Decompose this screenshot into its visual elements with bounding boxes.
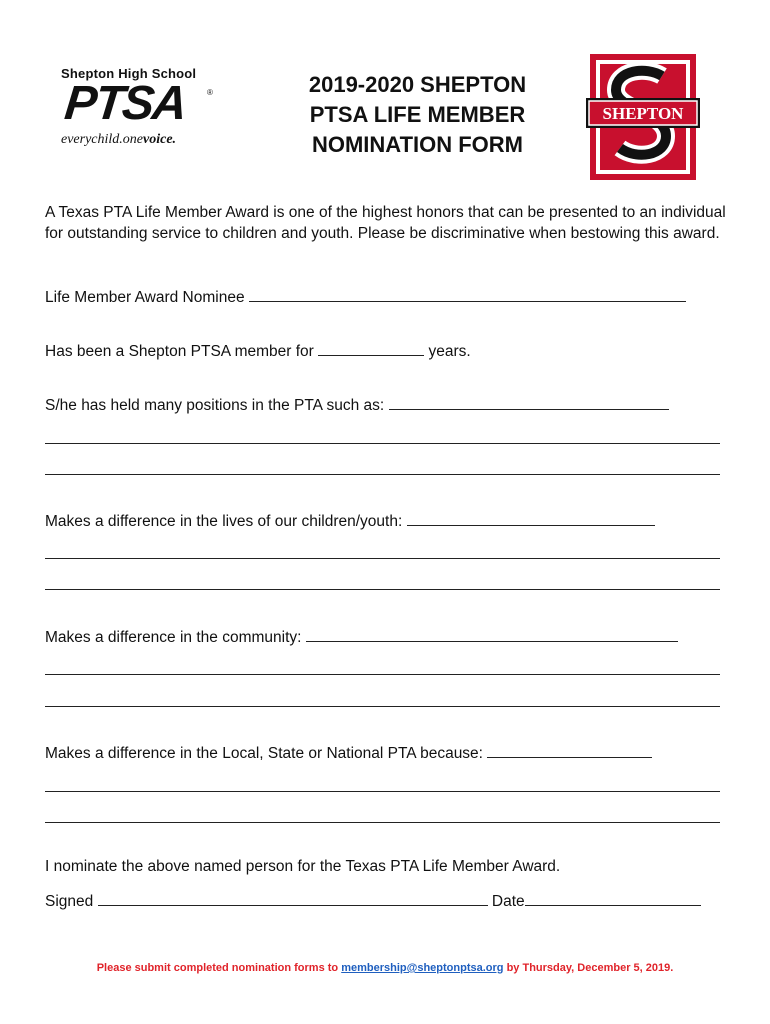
positions-row bbox=[45, 395, 669, 415]
positions-line-2[interactable] bbox=[45, 443, 720, 444]
nominate-statement: I nominate the above named person for the Texas PTA Life Member Award. bbox=[45, 858, 561, 875]
community-line-2[interactable] bbox=[45, 674, 720, 675]
community-field[interactable] bbox=[306, 627, 678, 642]
membership-email-link[interactable]: membership@sheptonptsa.org bbox=[341, 962, 504, 974]
nominee-field[interactable] bbox=[249, 287, 686, 302]
form-title: 2019-2020 SHEPTON PTSA LIFE MEMBER NOMINATION FORM bbox=[308, 72, 527, 157]
nominee-row bbox=[45, 287, 686, 307]
pta-line-2[interactable] bbox=[45, 791, 720, 792]
children-field[interactable] bbox=[407, 511, 655, 526]
pta-row bbox=[45, 743, 652, 763]
intro-paragraph: A Texas PTA Life Member Award is one of the highest honors that can be presented to an individual for outstanding service to children and youth. Please be discriminative when bestowing this award. bbox=[45, 204, 726, 242]
ptsa-logo bbox=[55, 66, 225, 156]
registered-mark-icon: ® bbox=[207, 88, 213, 97]
nominee-label: Life Member Award Nominee bbox=[45, 289, 245, 306]
submission-prefix: Please submit completed nomination forms to bbox=[96, 962, 339, 974]
member-years-prefix: Has been a Shepton PTSA member for bbox=[45, 343, 314, 360]
signature-field[interactable] bbox=[98, 891, 488, 906]
member-years-row bbox=[45, 341, 471, 361]
member-years-suffix: years. bbox=[428, 343, 471, 360]
children-line-2[interactable] bbox=[45, 558, 720, 559]
community-row bbox=[45, 627, 678, 647]
shepton-logo-text: SHEPTON bbox=[602, 104, 684, 123]
pta-line-3[interactable] bbox=[45, 822, 720, 823]
children-row bbox=[45, 511, 655, 531]
date-field[interactable] bbox=[525, 891, 701, 906]
positions-label: S/he has held many positions in the PTA such as: bbox=[45, 397, 385, 414]
children-line-3[interactable] bbox=[45, 589, 720, 590]
pta-field[interactable] bbox=[487, 743, 652, 758]
date-label: Date bbox=[491, 893, 525, 910]
signed-label: Signed bbox=[45, 893, 94, 910]
positions-field[interactable] bbox=[389, 395, 669, 410]
ptsa-tagline: everychild.onevoice. bbox=[61, 132, 177, 147]
member-years-field[interactable] bbox=[318, 341, 424, 356]
shepton-s-logo bbox=[586, 52, 700, 182]
submission-note bbox=[0, 962, 770, 974]
school-name: Shepton High School bbox=[61, 66, 197, 81]
pta-label: Makes a difference in the Local, State or National PTA because: bbox=[45, 745, 483, 762]
submission-deadline: by Thursday, December 5, 2019. bbox=[506, 962, 674, 974]
community-line-3[interactable] bbox=[45, 706, 720, 707]
ptsa-logo-text: PTSA bbox=[62, 77, 188, 130]
signature-row bbox=[45, 891, 701, 911]
positions-line-3[interactable] bbox=[45, 474, 720, 475]
children-label: Makes a difference in the lives of our children/youth: bbox=[45, 513, 403, 530]
community-label: Makes a difference in the community: bbox=[45, 629, 302, 646]
